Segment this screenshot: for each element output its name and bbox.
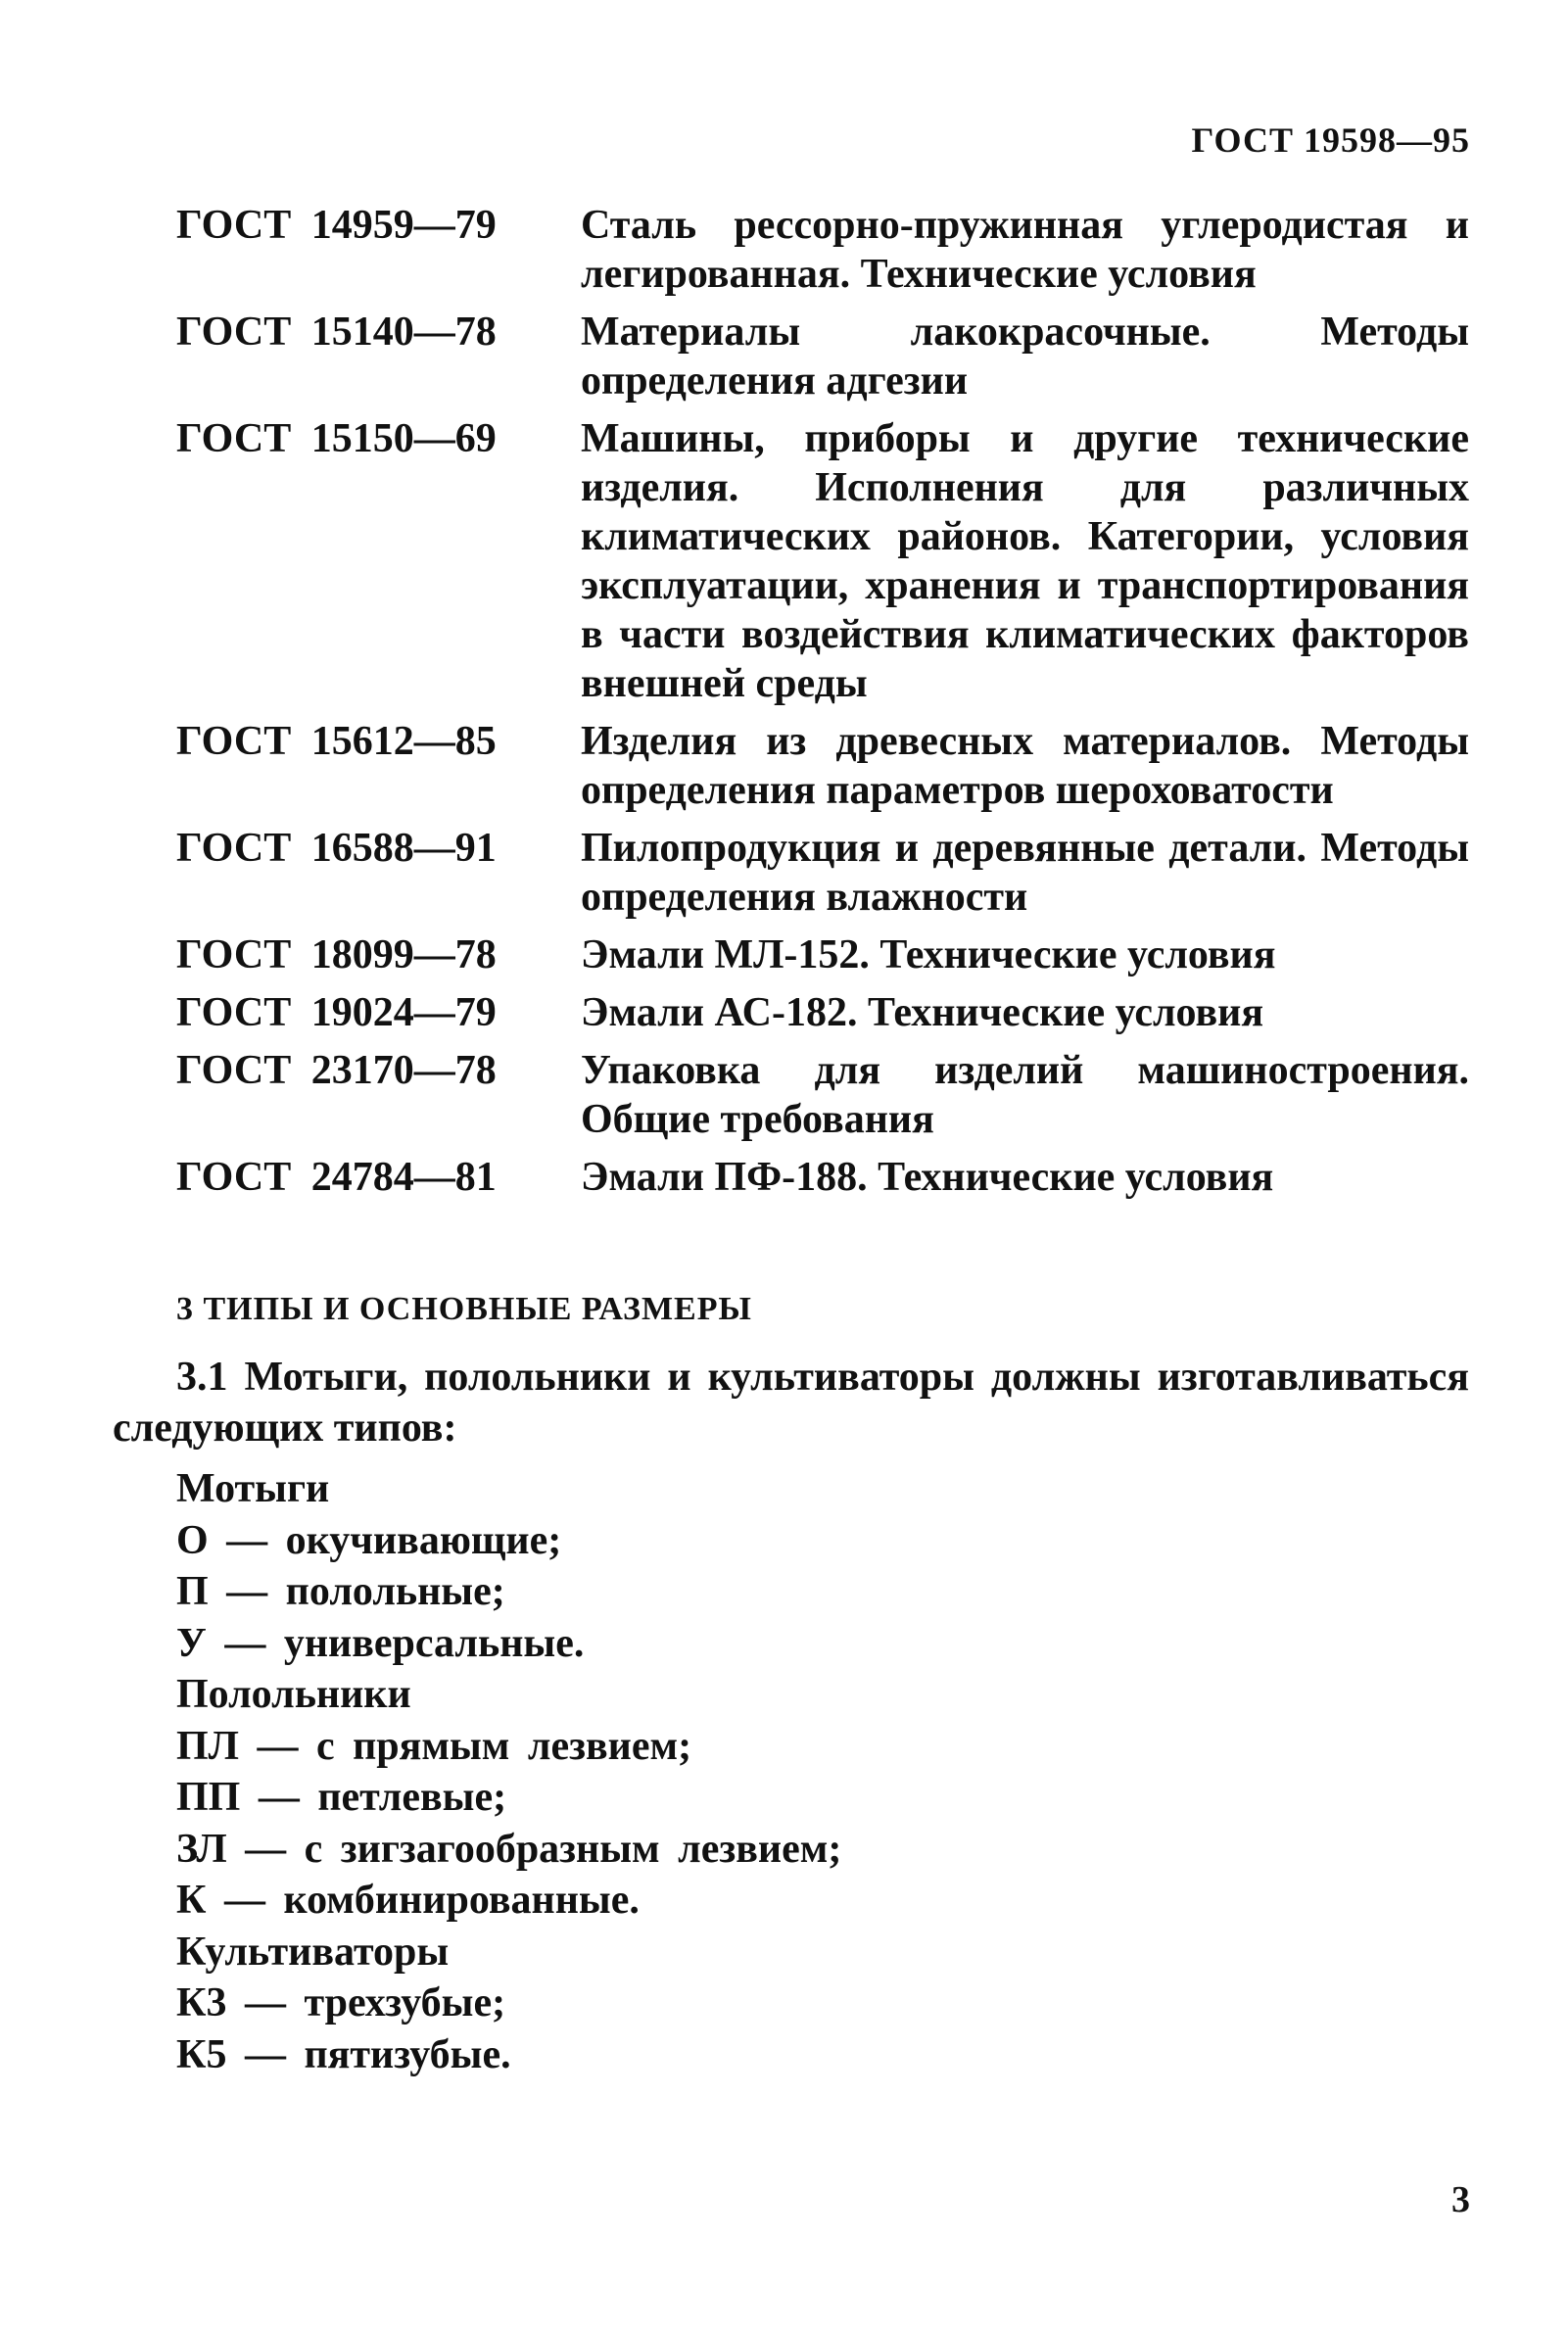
- reference-code: ГОСТ 15140—78: [176, 310, 497, 355]
- reference-code: ГОСТ 23170—78: [176, 1048, 497, 1093]
- types-list: [176, 1463, 1352, 2080]
- reference-code: ГОСТ 14959—79: [176, 203, 497, 248]
- type-item: П — полольные;: [176, 1569, 505, 1614]
- reference-title: Упаковка для изделий машиностроения. Общие требования: [581, 1048, 1469, 1142]
- type-group-title-polniki: Полольники: [176, 1672, 411, 1717]
- type-item: У — универсальные.: [176, 1620, 585, 1666]
- reference-title: Пилопродукция и деревянные детали. Методы определения влажности: [581, 826, 1469, 920]
- normative-references-list: [176, 201, 1469, 1211]
- section-heading: 3 ТИПЫ И ОСНОВНЫЕ РАЗМЕРЫ: [176, 1291, 752, 1327]
- reference-title: Изделия из древесных материалов. Методы определения параметров шероховатости: [581, 719, 1469, 813]
- reference-title: Сталь рессорно-пружинная углеродистая и легированная. Технические условия: [581, 203, 1469, 297]
- type-item: К5 — пятизубые.: [176, 2031, 511, 2077]
- section-paragraph: 3.1 Мотыги, полольники и культиваторы должны изготавливаться следующих типов:: [113, 1355, 1469, 1451]
- reference-code: ГОСТ 16588—91: [176, 826, 497, 871]
- reference-row: [176, 988, 1469, 1037]
- reference-code: ГОСТ 15612—85: [176, 719, 497, 764]
- type-item: К — комбинированные.: [176, 1878, 640, 1923]
- reference-title: Машины, приборы и другие технические изделия. Исполнения для различных климатических районов. Категории, условия эксплуатации, хранения и транспортирования в части воздействия климатических факторов внешней среды: [581, 416, 1469, 706]
- reference-row: [176, 308, 1469, 405]
- reference-row: [176, 930, 1469, 979]
- reference-row: [176, 414, 1469, 708]
- reference-row: [176, 717, 1469, 815]
- type-group-title-motygi: Мотыги: [176, 1466, 330, 1511]
- reference-title: Материалы лакокрасочные. Методы определения адгезии: [581, 310, 1469, 404]
- page-number: 3: [1451, 2179, 1470, 2220]
- reference-code: ГОСТ 15150—69: [176, 416, 497, 461]
- type-item: ПЛ — с прямым лезвием;: [176, 1723, 692, 1769]
- type-item: О — окучивающие;: [176, 1517, 562, 1563]
- reference-code: ГОСТ 18099—78: [176, 932, 497, 977]
- reference-title: Эмали ПФ-188. Технические условия: [581, 1155, 1274, 1200]
- running-header: ГОСТ 19598—95: [1191, 120, 1470, 160]
- reference-title: Эмали МЛ-152. Технические условия: [581, 932, 1276, 977]
- type-item: ЗЛ — с зигзагообразным лезвием;: [176, 1826, 842, 1872]
- reference-code: ГОСТ 19024—79: [176, 990, 497, 1035]
- reference-title: Эмали АС-182. Технические условия: [581, 990, 1264, 1035]
- reference-code: ГОСТ 24784—81: [176, 1155, 497, 1200]
- type-group-title-kultivatory: Культиваторы: [176, 1929, 450, 1975]
- reference-row: [176, 824, 1469, 922]
- type-item: К3 — трехзубые;: [176, 1980, 506, 2025]
- type-item: ПП — петлевые;: [176, 1775, 507, 1820]
- reference-row: [176, 1153, 1469, 1202]
- reference-row: [176, 201, 1469, 299]
- reference-row: [176, 1046, 1469, 1144]
